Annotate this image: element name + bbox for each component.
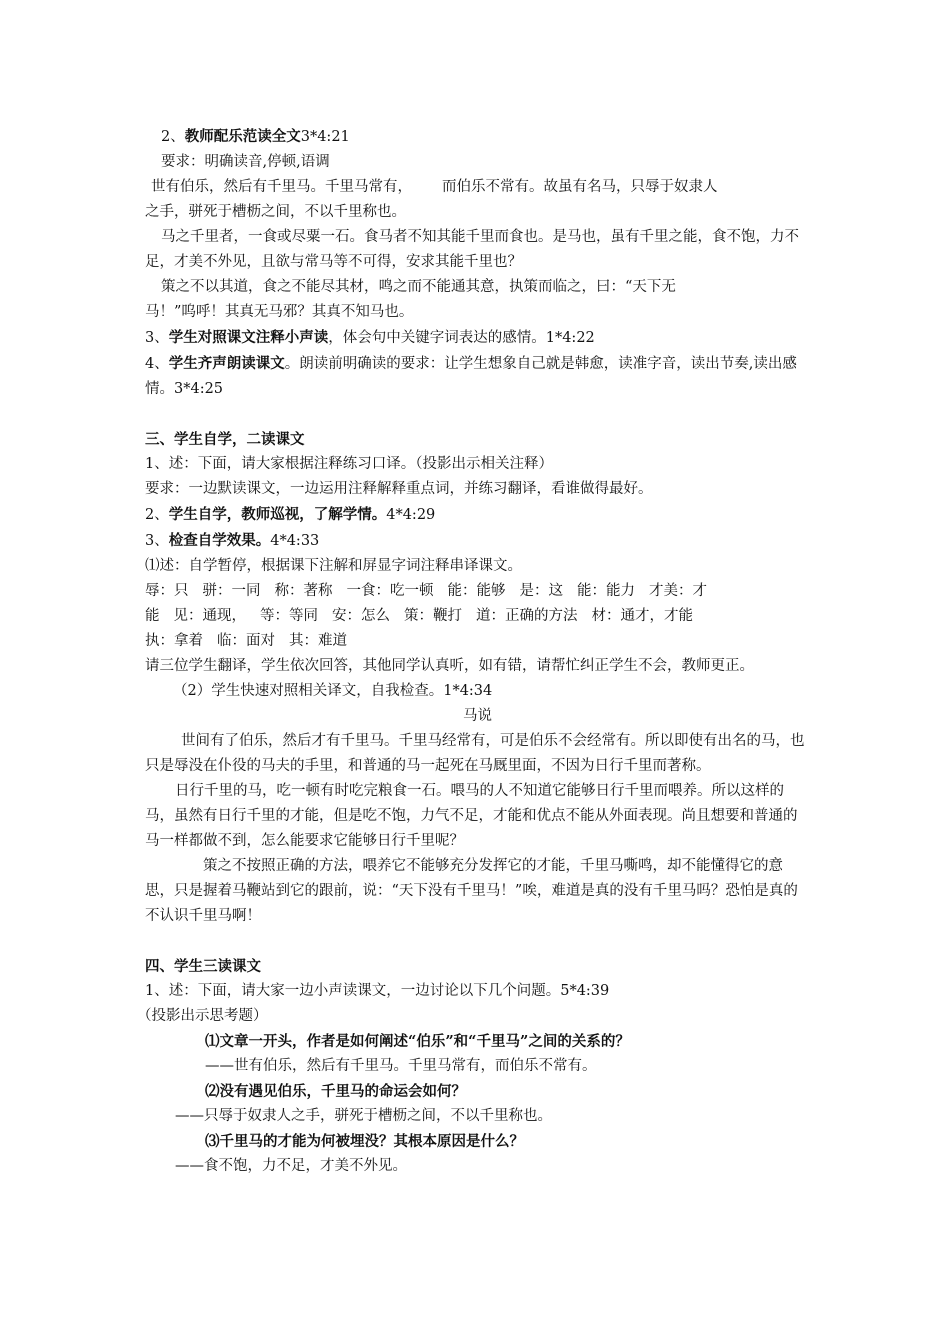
document-page [137,124,810,1179]
section-3-item-3: 3、检查自学效果。4*4:33 [145,532,320,549]
step-4-line: 4、学生齐声朗读课文。朗读前明确读的要求：让学生想象自己就是韩愈，读准字音，读出节奏,读出感情。3*4:25 [145,355,797,397]
answer-1: ——世有伯乐，然后有千里马。千里马常有，而伯乐不常有。 [205,1058,597,1074]
section-4-note: （投影出示思考题） [137,1008,268,1024]
question-1: ⑴文章一开头，作者是如何阐述“伯乐”和“千里马”之间的关系的？ [205,1033,630,1050]
classic-text-p2: 马之千里者，一食或尽粟一石。食马者不知其能千里而食也。是马也，虽有千里之能，食不饱，力不足，才美不外见，且欲与常马等不可得，安求其能千里也？ [145,229,799,270]
step-2-requirement: 要求：明确读音,停顿,语调 [161,154,330,170]
step-2-line: 2、教师配乐范读全文3*4:21 [161,128,350,145]
classic-text-p1-end: 之手，骈死于槽枥之间，不以千里称也。 [145,204,406,220]
answer-3: ——食不饱，力不足，才美不外见。 [175,1158,407,1174]
classic-text-p1: 世有伯乐，然后有千里马。千里马常有， 而伯乐不常有。故虽有名马，只辱于奴隶人 [151,179,718,195]
translation-title: 马说 [463,708,492,724]
section-3-item-2: 2、学生自学，教师巡视，了解学情。4*4:29 [145,506,436,523]
question-3: ⑶千里马的才能为何被埋没？其根本原因是什么？ [205,1133,524,1150]
section-3-requirement: 要求：一边默读课文，一边运用注释解释重点词，并练习翻译，看谁做得最好。 [145,481,653,497]
translation-p1: 世间有了伯乐，然后才有千里马。千里马经常有，可是伯乐不会经常有。所以即使有出名的马，也只是辱没在仆役的马夫的手里，和普通的马一起死在马厩里面，不因为日行千里而著称。 [145,733,805,774]
translation-p3: 策之不按照正确的方法，喂养它不能够充分发挥它的才能，千里马嘶鸣，却不能懂得它的意思，只是握着马鞭站到它的跟前，说：“天下没有千里马！”唉，难道是真的没有千里马吗？恐怕是真的不认识千里马啊！ [145,858,798,924]
classic-text-p3-end: 马！”呜呼！其真无马邪？其真不知马也。 [145,304,414,320]
section-4-item-1: 1、述：下面，请大家一边小声读课文，一边讨论以下几个问题。5*4:39 [145,983,610,999]
section-3-sub-2: （2）学生快速对照相关译文，自我检查。1*4:34 [173,683,493,699]
section-3-sub-1: ⑴述：自学暂停，根据课下注解和屏显字词注释串译课文。 [145,558,522,574]
translate-note: 请三位学生翻译，学生依次回答，其他同学认真听，如有错，请帮忙纠正学生不会，教师更正。 [145,658,754,674]
classic-text-p3: 策之不以其道，食之不能尽其材，鸣之而不能通其意，执策而临之，曰：“天下无 [161,279,676,295]
section-4-heading: 四、学生三读课文 [145,958,261,975]
question-2: ⑵没有遇见伯乐，千里马的命运会如何？ [205,1083,466,1100]
section-3-item-1: 1、述：下面，请大家根据注释练习口译。（投影出示相关注释） [145,456,553,472]
section-3-heading: 三、学生自学，二读课文 [145,431,305,448]
translation-p2: 日行千里的马，吃一顿有时吃完粮食一石。喂马的人不知道它能够日行千里而喂养。所以这样的马，虽然有日行千里的才能，但是吃不饱，力气不足，才能和优点不能从外面表现。尚且想要和普通的马一样都做不到，怎么能要求它能够日行千里呢？ [145,783,798,849]
step-2-bold: 教师配乐范读全文 [184,128,301,145]
step-3-line: 3、学生对照课文注释小声读，体会句中关键字词表达的感情。1*4:22 [145,329,595,346]
gloss-row-1: 辱：只 骈：一同 称：著称 一食：吃一顿 能：能够 是：这 能：能力 才美：才 [145,583,707,599]
answer-2: ——只辱于奴隶人之手，骈死于槽枥之间，不以千里称也。 [175,1108,552,1124]
gloss-row-2: 能 见：通现， 等：等同 安：怎么 策：鞭打 道：正确的方法 材：通才，才能 [145,608,693,624]
gloss-row-3: 执：拿着 临：面对 其：难道 [145,633,347,649]
